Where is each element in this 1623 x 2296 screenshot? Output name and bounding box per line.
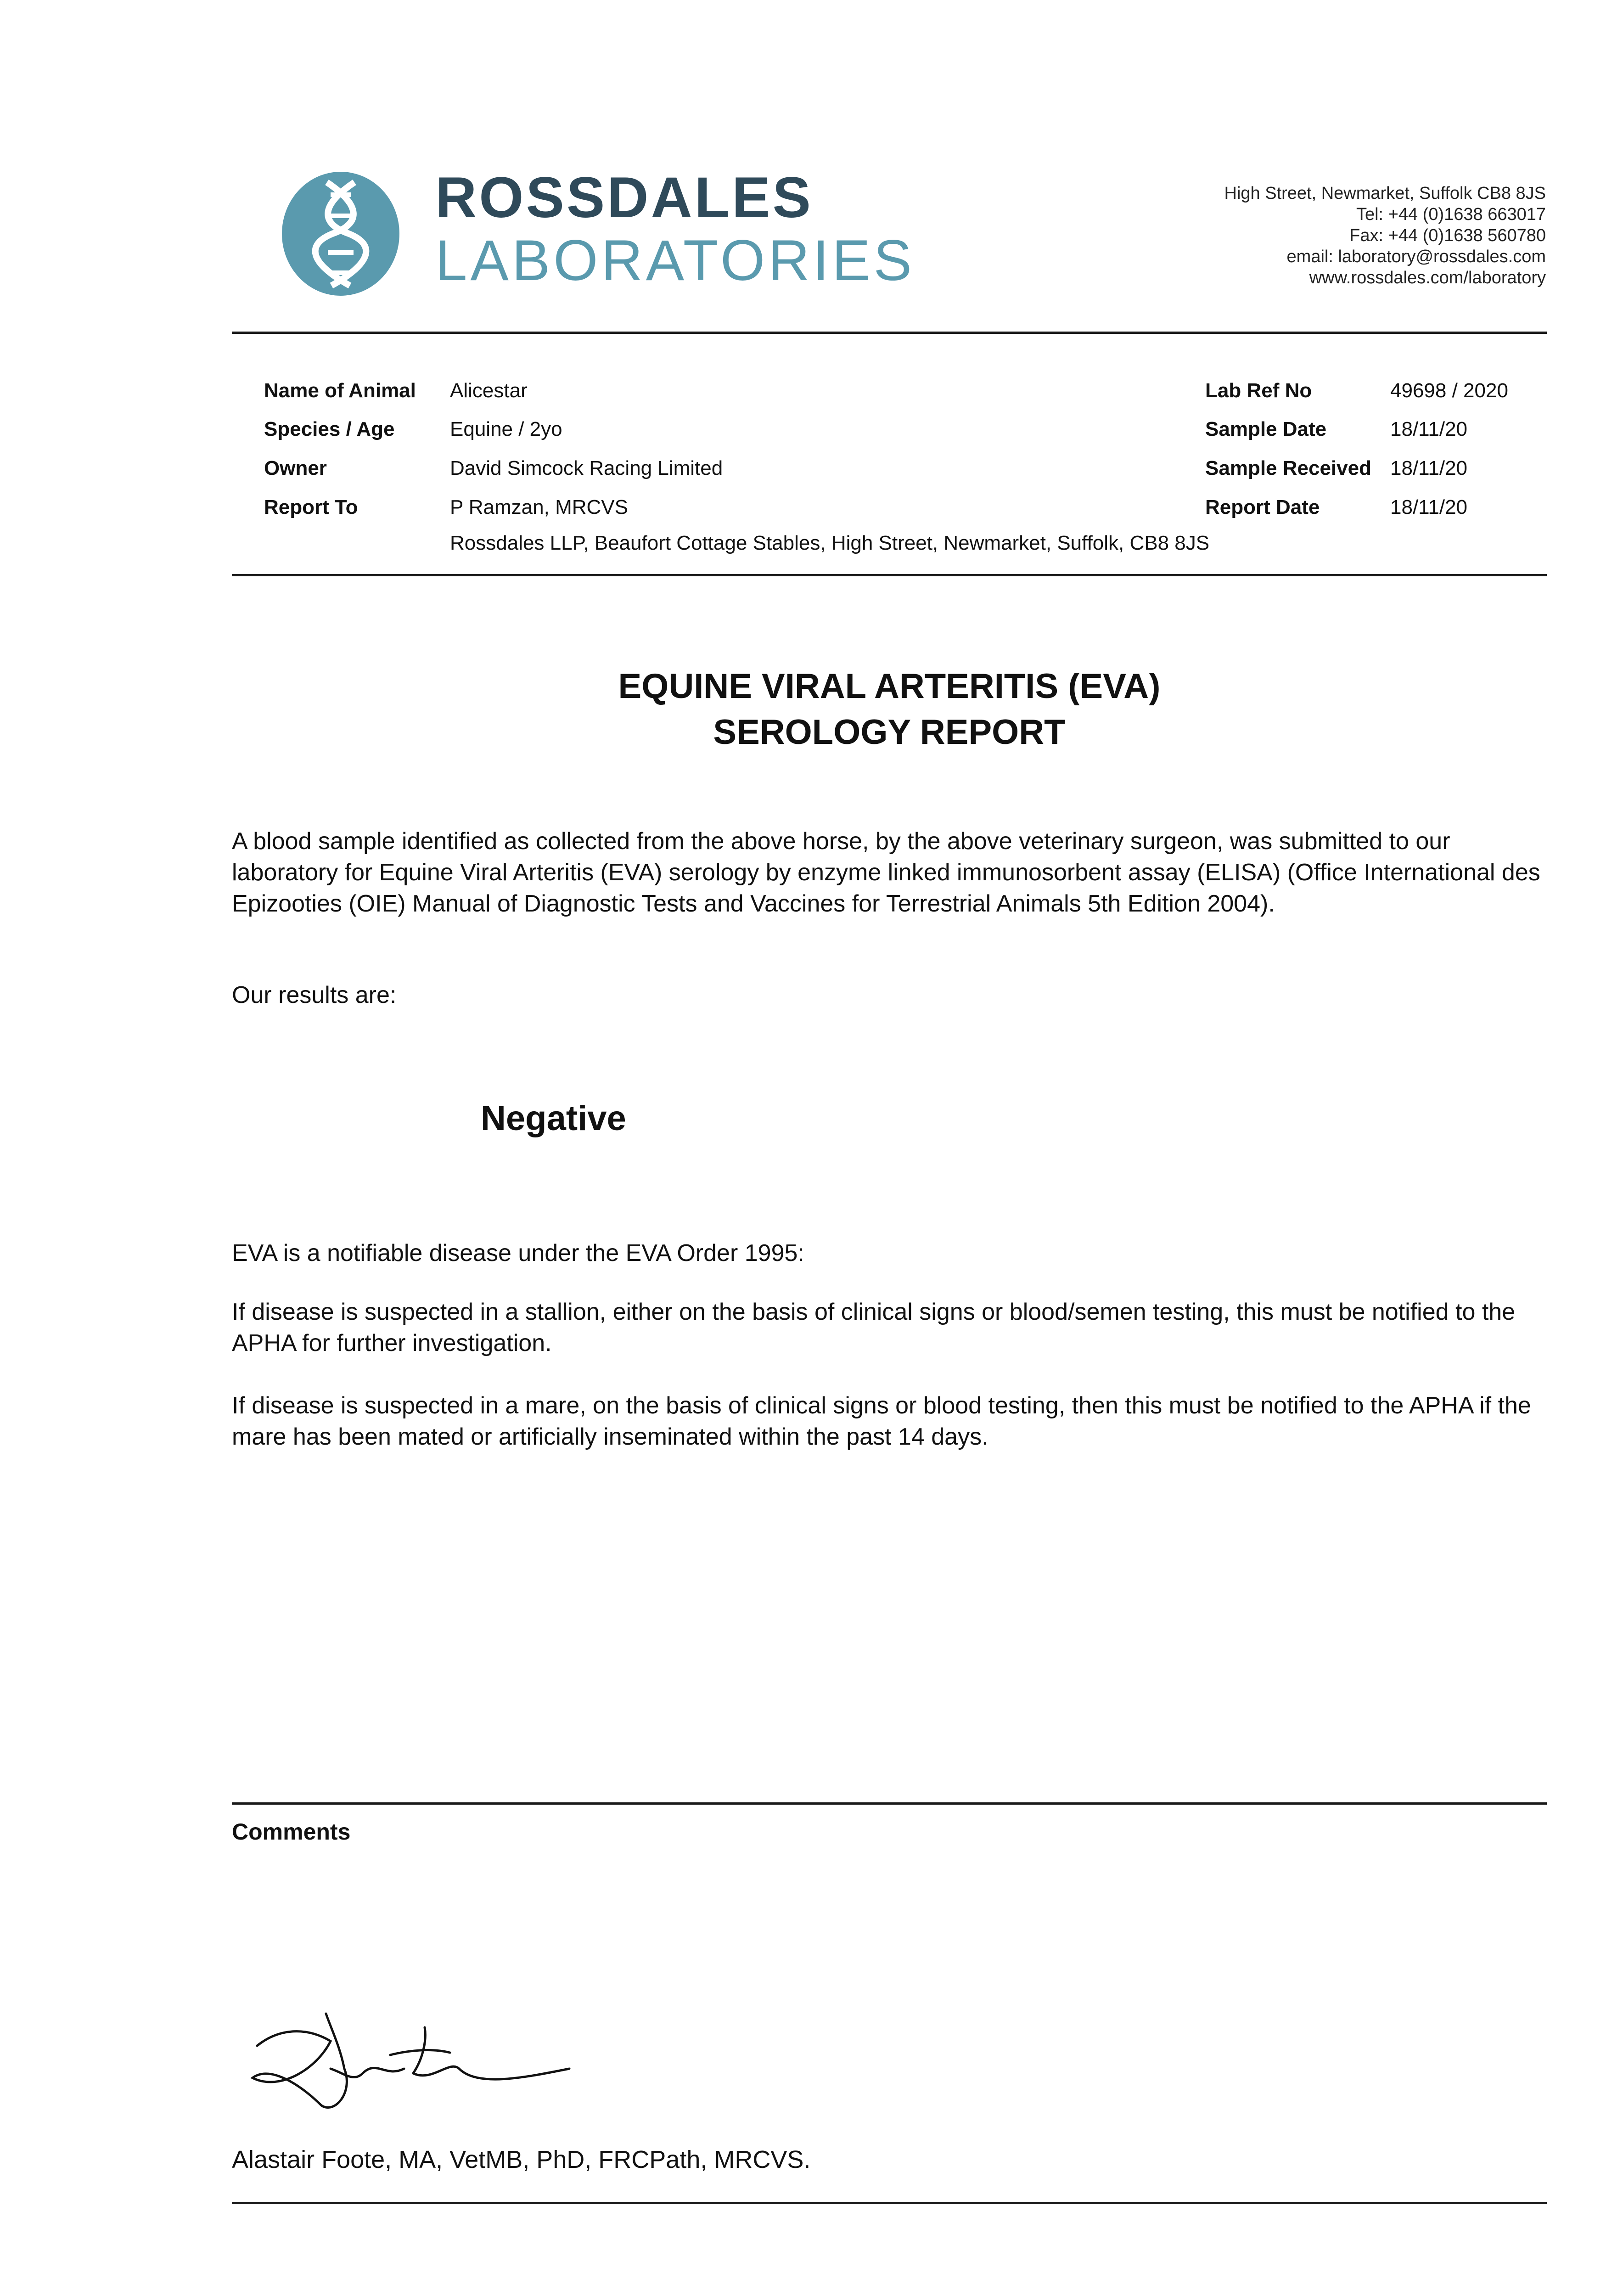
- test-result: Negative: [481, 1099, 626, 1138]
- owner-value: David Simcock Racing Limited: [450, 457, 723, 479]
- address-street: High Street, Newmarket, Suffolk CB8 8JS: [1224, 184, 1546, 203]
- report-title-line2: SEROLOGY REPORT: [713, 713, 1066, 752]
- lab-ref-value: 49698 / 2020: [1390, 379, 1508, 402]
- address-website: www.rossdales.com/laboratory: [1309, 268, 1546, 287]
- report-to-value: P Ramzan, MRCVS: [450, 496, 628, 518]
- address-email: email: laboratory@rossdales.com: [1286, 247, 1546, 266]
- signer-name: Alastair Foote, MA, VetMB, PhD, FRCPath, MRCVS.: [232, 2146, 811, 2173]
- sample-received-value: 18/11/20: [1390, 457, 1468, 479]
- header-divider: [232, 332, 1547, 334]
- intro-paragraph: A blood sample identified as collected from the above horse, by the above veterinary surgeon, was submitted to our laboratory for Equine Viral Arteritis (EVA) serology by enzyme linked immunosorbent assay (ELISA) (Office International des Epizooties (OIE) Manual of Diagnostic Tests and Vaccines for Terrestrial Animals 5th Edition 2004).: [232, 828, 1540, 917]
- comments-label: Comments: [232, 1819, 351, 1845]
- address-fax: Fax: +44 (0)1638 560780: [1349, 226, 1546, 245]
- notifiable-statement: EVA is a notifiable disease under the EVA Order 1995:: [232, 1240, 804, 1266]
- results-intro: Our results are:: [232, 982, 397, 1008]
- footer-divider: [232, 2202, 1547, 2204]
- species-age-label: Species / Age: [264, 418, 395, 440]
- name-of-animal-value: Alicestar: [450, 379, 528, 402]
- address-tel: Tel: +44 (0)1638 663017: [1356, 205, 1546, 224]
- report-to-label: Report To: [264, 496, 358, 518]
- report-title-line1: EQUINE VIRAL ARTERITIS (EVA): [618, 667, 1161, 706]
- brand-name-line2: LABORATORIES: [435, 229, 915, 293]
- report-date-label: Report Date: [1205, 496, 1320, 518]
- signature-image: [239, 2000, 578, 2119]
- lab-address-block: [1224, 183, 1546, 288]
- comments-divider: [232, 1802, 1547, 1805]
- sample-date-value: 18/11/20: [1390, 418, 1468, 440]
- sample-received-label: Sample Received: [1205, 457, 1371, 479]
- lab-ref-label: Lab Ref No: [1205, 379, 1312, 402]
- owner-label: Owner: [264, 457, 327, 479]
- mare-note: If disease is suspected in a mare, on the basis of clinical signs or blood testing, then this must be notified to the APHA if the mare has been mated or artificially inseminated within the past 14 days.: [232, 1392, 1531, 1450]
- stallion-note: If disease is suspected in a stallion, either on the basis of clinical signs or blood/semen testing, this must be notified to the APHA for further investigation.: [232, 1299, 1516, 1356]
- sample-date-label: Sample Date: [1205, 418, 1327, 440]
- brand-name-line1: ROSSDALES: [435, 166, 813, 230]
- report-date-value: 18/11/20: [1390, 496, 1468, 518]
- name-of-animal-label: Name of Animal: [264, 379, 416, 402]
- dna-helix-icon: [281, 171, 400, 297]
- details-divider: [232, 574, 1547, 576]
- species-age-value: Equine / 2yo: [450, 418, 562, 440]
- report-to-address: Rossdales LLP, Beaufort Cottage Stables, High Street, Newmarket, Suffolk, CB8 8JS: [450, 532, 1210, 554]
